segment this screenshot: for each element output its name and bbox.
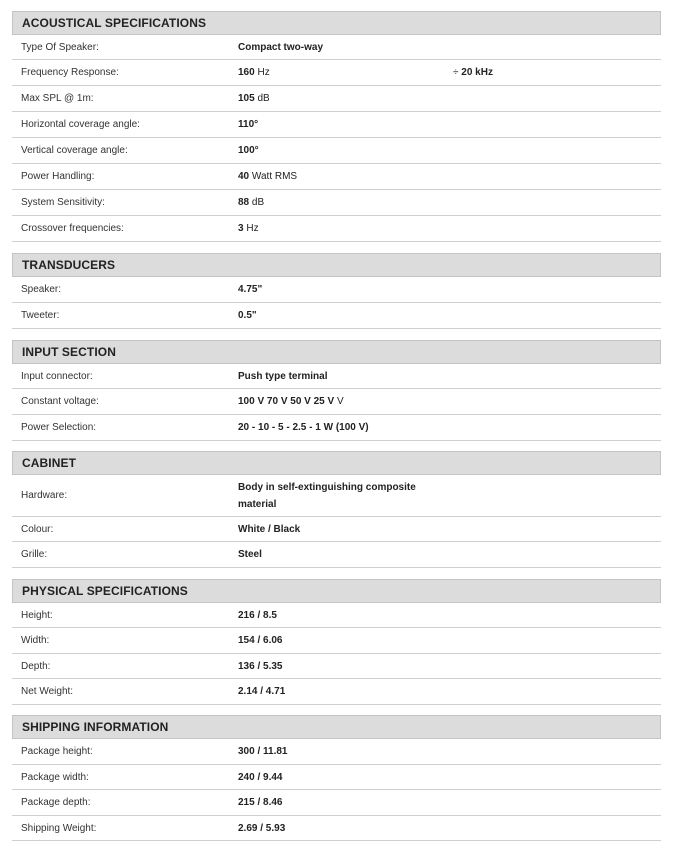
crossover-unit: Hz xyxy=(246,223,259,234)
spl-unit: dB xyxy=(257,93,270,104)
sensitivity-unit: dB xyxy=(251,197,265,208)
spec-label: Height: xyxy=(21,609,53,621)
spec-value: 240 / 9.44 xyxy=(238,771,283,783)
section-header: INPUT SECTION xyxy=(12,340,661,364)
section-header: SHIPPING INFORMATION xyxy=(12,715,661,739)
spec-value: 0.5" xyxy=(238,310,257,321)
spec-label: Vertical coverage angle: xyxy=(21,145,128,156)
freq-separator: ÷ xyxy=(453,67,459,78)
power-unit: Watt RMS xyxy=(251,171,298,182)
spec-value: Push type terminal xyxy=(238,370,328,382)
spec-row-tweeter xyxy=(12,303,661,329)
spec-value: 4.75" xyxy=(238,284,263,295)
spec-row-width xyxy=(12,628,661,654)
spec-label: Package height: xyxy=(21,746,93,757)
section-header: TRANSDUCERS xyxy=(12,253,661,277)
spec-row-spl xyxy=(12,86,661,112)
spec-row-height xyxy=(12,603,661,628)
spec-label: Horizontal coverage angle: xyxy=(21,119,140,130)
section-header: CABINET xyxy=(12,451,661,475)
spec-row-vertical-coverage xyxy=(12,138,661,164)
spec-value xyxy=(238,389,448,414)
spec-value: 216 / 8.5 xyxy=(238,609,277,621)
spec-label: Power Selection: xyxy=(21,422,97,433)
spec-value: 2.14 / 4.71 xyxy=(238,686,286,697)
spec-value xyxy=(238,164,448,189)
spec-label: Hardware: xyxy=(21,490,68,501)
spec-row-package-width xyxy=(12,765,661,790)
spec-label: Frequency Response: xyxy=(21,67,119,78)
spec-value: 110° xyxy=(238,119,259,130)
spec-label: Shipping Weight: xyxy=(21,822,97,834)
spec-value: 20 - 10 - 5 - 2.5 - 1 W (100 V) xyxy=(238,422,369,433)
spec-label: Width: xyxy=(21,635,50,646)
spec-row-grille xyxy=(12,542,661,568)
spec-row-power-selection xyxy=(12,415,661,441)
sensitivity-number: 88 xyxy=(238,197,250,208)
spec-value: Body in self-extinguishing composite material xyxy=(238,481,416,510)
spec-label: Power Handling: xyxy=(21,171,95,182)
spec-label: Max SPL @ 1m: xyxy=(21,93,94,104)
spec-label: Constant voltage: xyxy=(21,396,99,407)
freq-low-unit: Hz xyxy=(257,67,270,78)
spec-label: Colour: xyxy=(21,523,54,535)
spec-row-hardware xyxy=(12,475,661,517)
freq-low-number: 160 xyxy=(238,67,255,78)
spec-label: Package width: xyxy=(21,771,89,783)
acoustical-section xyxy=(12,11,661,242)
spec-row-connector xyxy=(12,364,661,389)
spec-row-depth xyxy=(12,654,661,679)
spec-label: Grille: xyxy=(21,549,48,560)
spec-value-secondary xyxy=(453,60,493,85)
spec-label: Package depth: xyxy=(21,797,91,808)
physical-section xyxy=(12,579,661,705)
spec-value: 154 / 6.06 xyxy=(238,635,283,646)
spec-value: White / Black xyxy=(238,523,301,535)
spec-value: Steel xyxy=(238,549,262,560)
spec-value: 100° xyxy=(238,145,259,156)
freq-high-value: 20 kHz xyxy=(461,67,493,78)
spec-row-type xyxy=(12,35,661,60)
spec-value: 136 / 5.35 xyxy=(238,660,283,672)
spec-label: Net Weight: xyxy=(21,686,74,697)
spec-value: Compact two-way xyxy=(238,41,324,53)
voltage-values: 100 V 70 V 50 V 25 V xyxy=(238,396,335,407)
spl-number: 105 xyxy=(238,93,255,104)
spec-value xyxy=(238,86,448,111)
spec-value: 300 / 11.81 xyxy=(238,746,288,757)
transducers-section xyxy=(12,253,661,329)
spec-value xyxy=(238,190,448,215)
spec-value: 215 / 8.46 xyxy=(238,797,283,808)
spec-row-constant-voltage xyxy=(12,389,661,415)
spec-value xyxy=(238,216,448,241)
spec-row-power-handling xyxy=(12,164,661,190)
spec-label: Input connector: xyxy=(21,370,93,382)
section-header: PHYSICAL SPECIFICATIONS xyxy=(12,579,661,603)
input-section xyxy=(12,340,661,441)
spec-label: Speaker: xyxy=(21,284,62,295)
spec-row-net-weight xyxy=(12,679,661,705)
spec-label: System Sensitivity: xyxy=(21,197,105,208)
section-header: ACOUSTICAL SPECIFICATIONS xyxy=(12,11,661,35)
spec-label: Tweeter: xyxy=(21,310,60,321)
spec-row-sensitivity xyxy=(12,190,661,216)
spec-row-package-depth xyxy=(12,790,661,816)
spec-row-frequency xyxy=(12,60,661,86)
voltage-tail: V xyxy=(336,396,344,407)
spec-row-shipping-weight xyxy=(12,816,661,841)
spec-row-crossover xyxy=(12,216,661,242)
spec-value xyxy=(238,60,448,85)
spec-row-horizontal-coverage xyxy=(12,112,661,138)
spec-label: Crossover frequencies: xyxy=(21,223,124,234)
spec-row-package-height xyxy=(12,739,661,765)
spec-row-speaker xyxy=(12,277,661,303)
spec-row-colour xyxy=(12,517,661,542)
power-number: 40 xyxy=(238,171,250,182)
spec-label: Depth: xyxy=(21,660,51,672)
shipping-section xyxy=(12,715,661,841)
cabinet-section xyxy=(12,451,661,568)
spec-value: 2.69 / 5.93 xyxy=(238,822,286,834)
spec-label: Type Of Speaker: xyxy=(21,41,99,53)
crossover-number: 3 xyxy=(238,223,244,234)
